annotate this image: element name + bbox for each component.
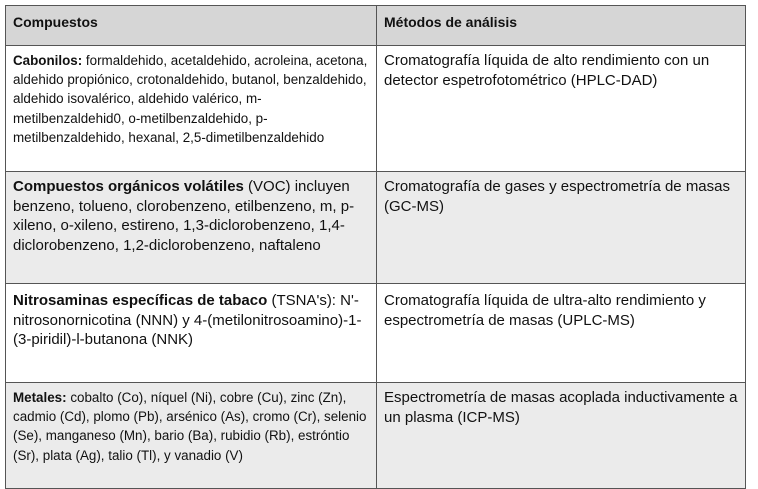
compound-detail: formaldehido, acetaldehido, acroleina, acetona, aldehido propiónico, crotonaldehido, butanol, benzaldehido, aldehido isovalérico, aldehido valérico, m-metilbenzaldehid0, o-metilbenzaldehido, p-metilbenzaldehido, hexanal, 2,5-dimetilbenzaldehido	[13, 53, 368, 145]
method-cell: Espectrometría de masas acoplada inductivamente a un plasma (ICP-MS)	[377, 383, 746, 489]
compound-detail: (VOC) incluyen benzeno, tolueno, clorobenzeno, etilbenzeno, m, p-xileno, o-xileno, estireno, 1,3-diclorobenzeno, 1,4-diclorobenzeno, 1,2-diclorobenzeno, naftaleno	[13, 178, 355, 254]
compound-label: Cabonilos:	[13, 53, 83, 68]
method-cell: Cromatografía líquida de ultra-alto rendimiento y espectrometría de masas (UPLC-MS)	[377, 284, 746, 383]
analysis-table-container	[5, 5, 745, 489]
table-header-row	[6, 6, 746, 46]
compound-detail: (TSNA's): N'-nitrosonornicotina (NNN) y 4-(metilonitrosoamino)-1-(3-piridil)-l-butanona (NNK)	[13, 292, 362, 348]
compound-label: Metales:	[13, 390, 67, 405]
compound-label: Nitrosaminas específicas de tabaco	[13, 292, 268, 309]
compound-label: Compuestos orgánicos volátiles	[13, 178, 244, 195]
analysis-methods-table	[5, 5, 746, 489]
compound-cell	[6, 383, 377, 489]
method-cell: Cromatografía de gases y espectrometría de masas (GC-MS)	[377, 172, 746, 284]
header-metodos: Métodos de análisis	[377, 6, 746, 46]
method-cell: Cromatografía líquida de alto rendimiento con un detector espetrofotométrico (HPLC-DAD)	[377, 46, 746, 172]
table-row-voc	[6, 172, 746, 284]
compound-cell	[6, 284, 377, 383]
compound-cell	[6, 46, 377, 172]
table-row-tsna	[6, 284, 746, 383]
compound-cell	[6, 172, 377, 284]
table-row-metales	[6, 383, 746, 489]
header-compuestos: Compuestos	[6, 6, 377, 46]
table-row-carbonilos	[6, 46, 746, 172]
compound-detail: cobalto (Co), níquel (Ni), cobre (Cu), zinc (Zn), cadmio (Cd), plomo (Pb), arsénico (As), cromo (Cr), selenio (Se), manganeso (Mn), bario (Ba), rubidio (Rb), estróntio (Sr), plata (Ag), talio (Tl), y vanadio (V)	[13, 390, 367, 463]
